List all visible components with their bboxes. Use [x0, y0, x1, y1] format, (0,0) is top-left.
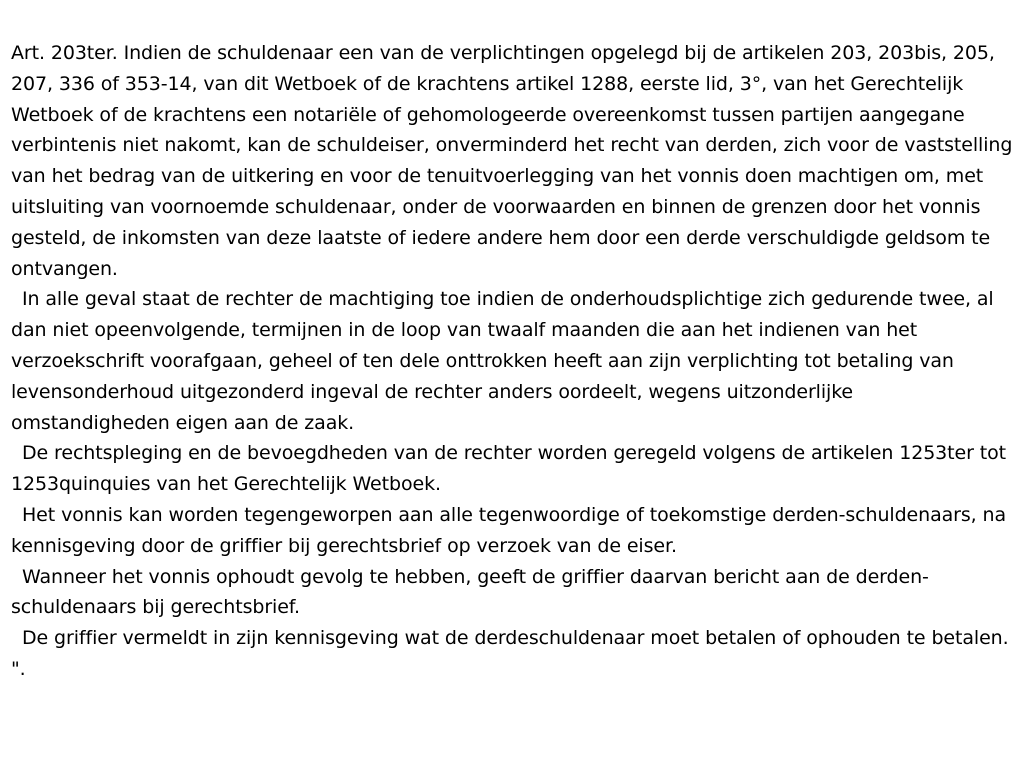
paragraph-opposability: Het vonnis kan worden tegengeworpen aan alle tegenwoordige of toekomstige derden-schuldenaars, na kennisgeving door de griffier bij gerechtsbrief op verzoek van de eiser.: [11, 503, 1007, 557]
paragraph-termination-notice: Wanneer het vonnis ophoudt gevolg te hebben, geeft de griffier daarvan bericht aan de derden-schuldenaars bij gerechtsbrief.: [11, 565, 929, 619]
paragraph-procedure: De rechtspleging en de bevoegdheden van de rechter worden geregeld volgens de artikelen 1253ter tot 1253quinquies van het Gerechtelijk Wetboek.: [11, 442, 1006, 496]
article-text: [11, 38, 1016, 685]
paragraph-notification-content: De griffier vermeldt in zijn kennisgeving wat de derdeschuldenaar moet betalen of ophouden te betalen. ".: [11, 627, 1009, 680]
paragraph-mandatory-authorization: In alle geval staat de rechter de machtiging toe indien de onderhoudsplichtige zich gedurende twee, al dan niet opeenvolgende, termijnen in de loop van twaalf maanden die aan het indienen van het verzoekschrift voorafgaan, geheel of ten dele onttrokken heeft aan zijn verplichting tot betaling van levensonderhoud uitgezonderd ingeval de rechter anders oordeelt, wegens uitzonderlijke omstandigheden eigen aan de zaak.: [11, 288, 994, 434]
paragraph-article-203ter: Art. 203ter. Indien de schuldenaar een van de verplichtingen opgelegd bij de artikelen 203, 203bis, 205, 207, 336 of 353-14, van dit Wetboek of de krachtens artikel 1288, eerste lid, 3°, van het Gerechtelijk Wetboek of de krachtens een notariële of gehomologeerde overeenkomst tussen partijen aangegane verbintenis niet nakomt, kan de schuldeiser, onverminderd het recht van derden, zich voor de vaststelling van het bedrag van de uitkering en voor de tenuitvoerlegging van het vonnis doen machtigen om, met uitsluiting van voornoemde schuldenaar, onder de voorwaarden en binnen de grenzen door het vonnis gesteld, de inkomsten van deze laatste of iedere andere hem door een derde verschuldigde geldsom te ontvangen.: [11, 42, 1013, 280]
